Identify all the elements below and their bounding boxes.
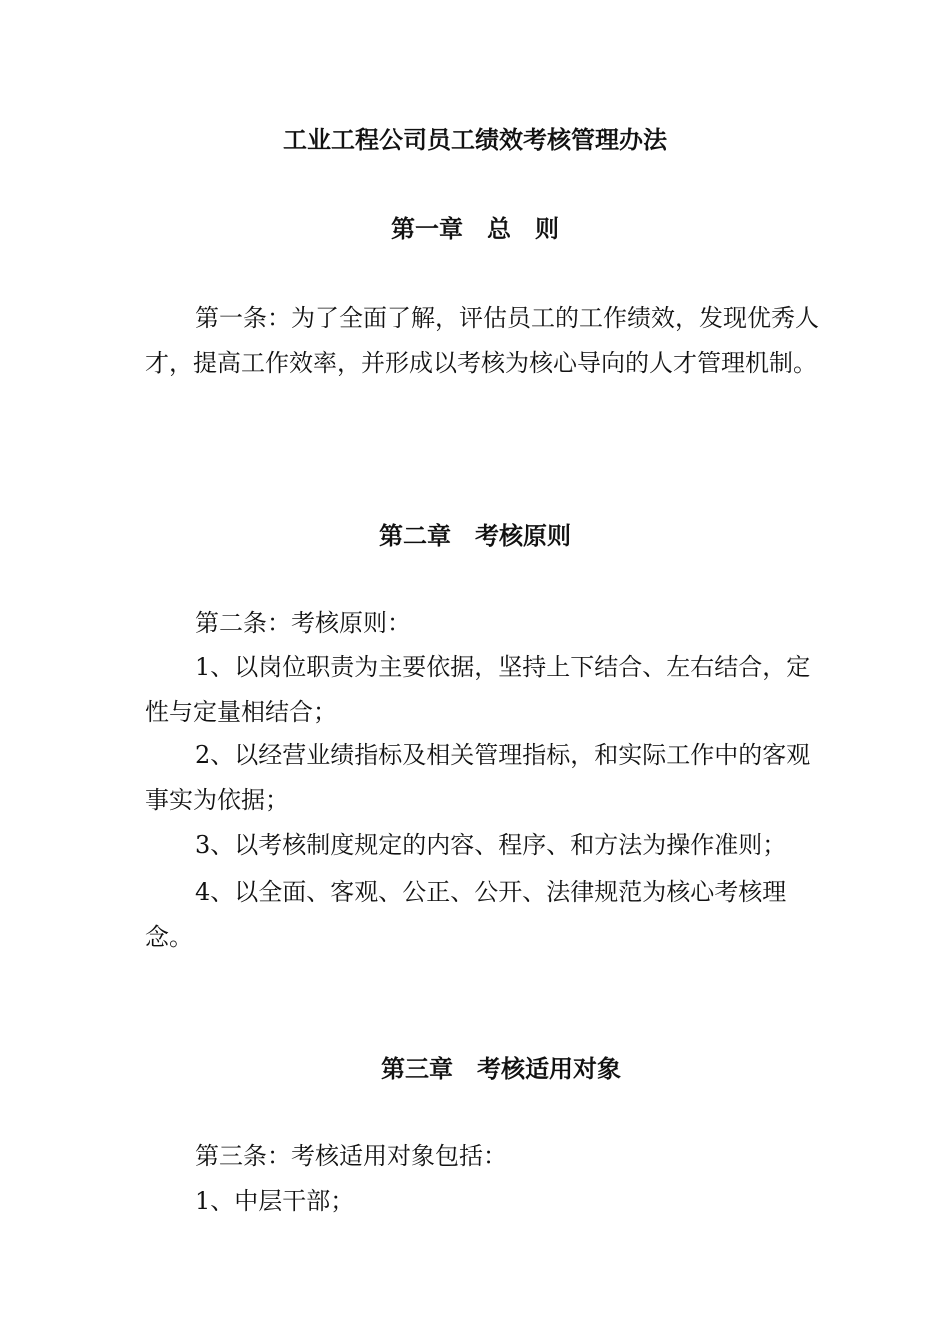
chapter-2-heading: 第二章 考核原则	[379, 521, 571, 550]
article-2-intro: 第二条：考核原则：	[195, 609, 411, 637]
target-item-1: 1、中层干部；	[195, 1187, 355, 1215]
principle-item-4: 4、以全面、客观、公正、公开、法律规范为核心考核理念。	[145, 878, 787, 951]
chapter-3-heading: 第三章 考核适用对象	[381, 1054, 621, 1083]
chapter-1-heading: 第一章 总 则	[391, 214, 559, 243]
principle-item-1: 1、以岗位职责为主要依据，坚持上下结合、左右结合，定性与定量相结合；	[145, 653, 811, 726]
principle-item-3: 3、以考核制度规定的内容、程序、和方法为操作准则；	[195, 831, 787, 859]
document-title: 工业工程公司员工绩效考核管理办法	[283, 125, 667, 154]
principle-item-2: 2、以经营业绩指标及相关管理指标，和实际工作中的客观事实为依据；	[145, 741, 811, 814]
article-3-intro: 第三条：考核适用对象包括：	[195, 1142, 507, 1170]
article-1-text: 第一条：为了全面了解，评估员工的工作绩效，发现优秀人才，提高工作效率，并形成以考核为核心导向的人才管理机制。	[145, 304, 819, 377]
